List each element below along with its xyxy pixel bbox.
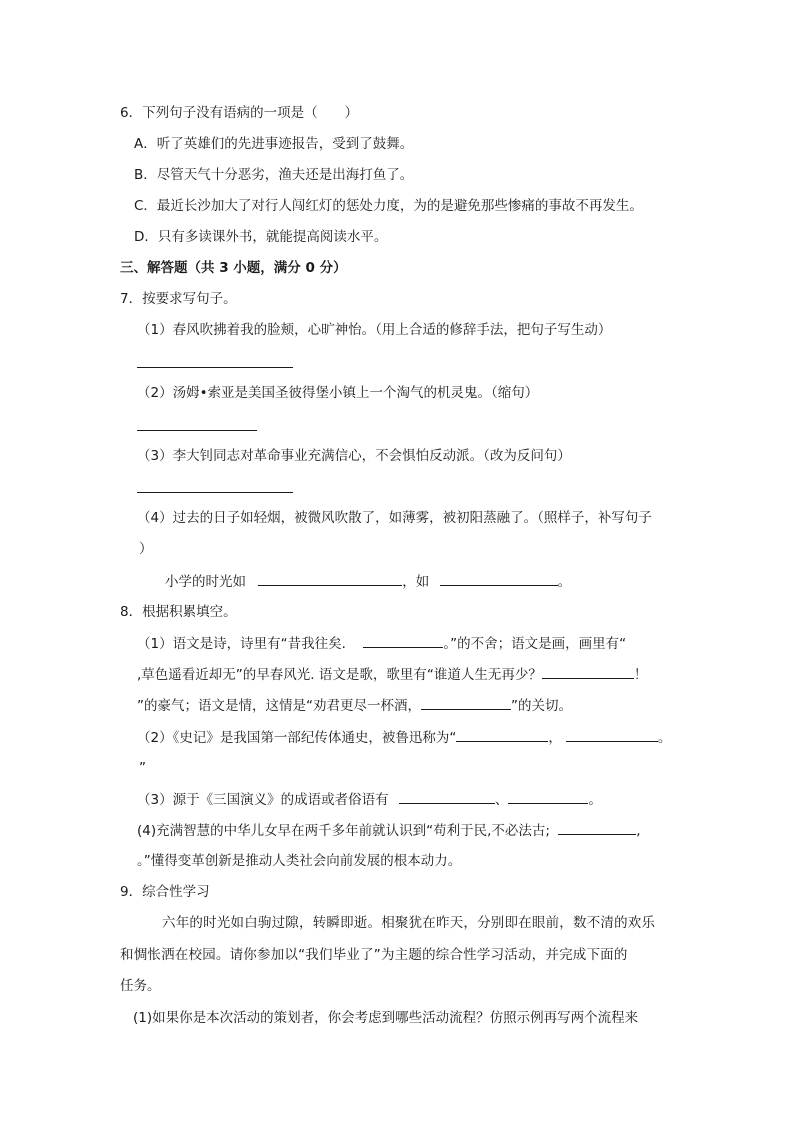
q7-answer-line-2[interactable]: [137, 430, 257, 431]
q8-sub-4-line-2: 。”懂得变革创新是推动人类社会向前发展的根本动力。: [137, 853, 462, 869]
q7-sub-4-part-2: ，如: [402, 574, 430, 590]
q8-stem: 8．根据积累填空。: [120, 604, 237, 620]
q8-sub-1-line-1: [137, 634, 626, 653]
q8-sub-1-blank-3[interactable]: [421, 696, 511, 710]
q9-sub-1: (1)如果你是本次活动的策划者，你会考虑到哪些活动流程？仿照示例再写两个流程来: [133, 1010, 639, 1026]
q8-sub-2-text-a: （2）《史记》是我国第一部纪传体通史，被鲁迅称为“: [137, 730, 457, 746]
q7-sub-2: （2）汤姆•索亚是美国圣彼得堡小镇上一个淘气的机灵鬼。（缩句）: [137, 385, 539, 401]
q8-sub-4-text-b: ,: [636, 823, 641, 839]
q8-sub-1-blank-2[interactable]: [542, 665, 634, 679]
q7-stem: 7．按要求写句子。: [120, 291, 237, 307]
q6-stem: 6．下列句子没有语病的一项是（ ）: [120, 105, 359, 121]
q8-sub-1-line-2: [137, 665, 647, 684]
q9-paragraph-line-3: 任务。: [120, 978, 161, 994]
q8-sub-1-text-f: ”的关切。: [511, 698, 572, 714]
q8-sub-1-text-b: 。”的不舍；语文是画，画里有“: [443, 636, 627, 652]
q7-sub-4: （4）过去的日子如轻烟，被微风吹散了，如薄雾，被初阳蒸融了。（照样子，补写句子: [137, 510, 652, 526]
q7-sub-4-close: ）: [139, 541, 153, 557]
q9-stem: 9．综合性学习: [120, 884, 210, 900]
q8-sub-2-close: ”: [139, 760, 146, 776]
q8-sub-4-text-a: (4)充满智慧的中华儿女早在两千多年前就认识到“苟利于民,不必法古;: [137, 823, 550, 839]
q8-sub-3-text-c: 。: [588, 792, 602, 808]
q8-sub-3-blank-2[interactable]: [508, 790, 588, 804]
q9-paragraph-line-2: 和惆怅洒在校园。请你参加以“我们毕业了”为主题的综合性学习活动，并完成下面的: [120, 947, 628, 963]
q8-sub-3-text-a: （3）源于《三国演义》的成语或者俗语有: [137, 792, 389, 808]
q8-sub-1-text-c: ,草色遥看近却无”的早春风光. 语文是歌，歌里有“谁道人生无再少？: [137, 667, 542, 683]
q7-sub-3: （3）李大钊同志对革命事业充满信心，不会惧怕反动派。（改为反问句）: [137, 448, 571, 464]
q8-sub-3: [137, 790, 602, 809]
q8-sub-4-line-1: [137, 821, 641, 840]
q8-sub-4-blank-1[interactable]: [558, 821, 636, 835]
q8-sub-1-text-a: （1）语文是诗，诗里有“昔我往矣．: [137, 636, 356, 652]
q7-sub-4-part-3: 。: [557, 574, 572, 590]
q7-sub-1: （1）春风吹拂着我的脸颊，心旷神怡。（用上合适的修辞手法，把句子写生动）: [137, 322, 612, 338]
q8-sub-2-text-b: ，: [548, 730, 562, 746]
q8-sub-2-blank-2[interactable]: [566, 728, 658, 742]
q8-sub-2-text-c: 。: [657, 730, 672, 746]
q8-sub-1-text-e: ”的豪气；语文是情，这情是“劝君更尽一杯酒，: [137, 698, 421, 714]
q6-option-d: D．只有多读课外书，就能提高阅读水平。: [134, 229, 388, 245]
q8-sub-1-blank-1[interactable]: [363, 634, 443, 648]
q7-sub-4-blank-1[interactable]: [258, 572, 402, 586]
q8-sub-2-blank-1[interactable]: [456, 728, 548, 742]
q7-answer-line-3[interactable]: [137, 492, 293, 493]
q7-sub-4-part-1: 小学的时光如: [165, 574, 246, 590]
q7-answer-line-1[interactable]: [137, 367, 293, 368]
q8-sub-2-line-1: [137, 728, 671, 747]
q6-option-c: C．最近长沙加大了对行人闯红灯的惩处力度，为的是避免那些惨痛的事故不再发生。: [134, 198, 643, 214]
q6-option-b: B．尽管天气十分恶劣，渔夫还是出海打鱼了。: [134, 167, 414, 183]
section-3-title: 三、解答题（共 3 小题，满分 0 分）: [120, 260, 347, 276]
q9-paragraph-line-1: 六年的时光如白驹过隙，转瞬即逝。相聚犹在昨天，分别即在眼前，数不清的欢乐: [162, 915, 656, 931]
q7-sub-4-fill: [165, 572, 571, 591]
q8-sub-1-text-d: ！: [633, 667, 648, 683]
q8-sub-1-line-3: [137, 696, 572, 715]
q7-sub-4-blank-2[interactable]: [440, 572, 558, 586]
q8-sub-3-blank-1[interactable]: [399, 790, 495, 804]
q8-sub-3-text-b: 、: [494, 792, 509, 808]
q6-option-a: A．听了英雄们的先进事迹报告，受到了鼓舞。: [134, 136, 414, 152]
